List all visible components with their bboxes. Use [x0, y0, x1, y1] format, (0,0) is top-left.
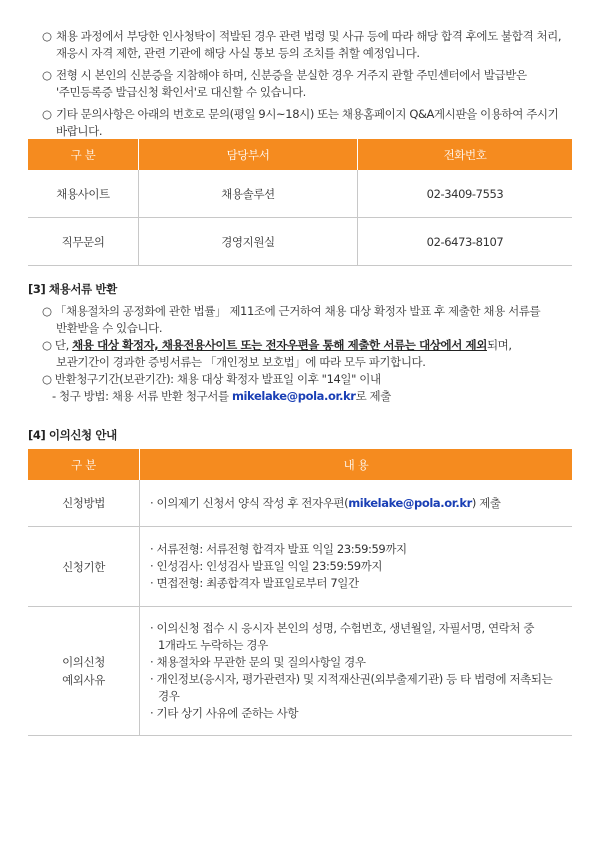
- cell-text: 1개라도 누락하는 경우: [158, 638, 268, 652]
- exclusion-emphasis: 채용 대상 확정자, 채용전용사이트 또는 전자우편을 통해 제출한 서류는 대상에서 제외: [72, 338, 487, 352]
- cell-text: 이의신청: [62, 655, 105, 669]
- notice-text: '주민등록증 발급신청 확인서'로 대신할 수 있습니다.: [56, 85, 306, 99]
- appeal-table: [28, 449, 572, 736]
- circle-bullet-icon: ○: [42, 338, 52, 352]
- column-header: 구 분: [28, 139, 139, 170]
- section-title: [3] 채용서류 반환: [28, 282, 117, 296]
- table-cell: [140, 480, 573, 527]
- cell-text: 예외사유: [62, 673, 105, 687]
- list-item: [42, 371, 582, 388]
- notice-text: 재응시 자격 제한, 관련 기관에 해당 사실 통보 등의 조치를 취할 예정입니다.: [56, 46, 420, 60]
- list-item: [42, 67, 582, 101]
- cell-text: · 이의신청 접수 시 응시자 본인의 성명, 수험번호, 생년월일, 자필서명, 연락처 중: [150, 621, 535, 635]
- circle-bullet-icon: ○: [42, 304, 52, 318]
- list-item: [42, 388, 582, 405]
- column-header: 담당부서: [139, 139, 358, 170]
- notice-text: 「채용절차의 공정화에 관한 법률」 제11조에 근거하여 채용 대상 확정자 발표 후 제출한 채용 서류를: [54, 304, 541, 318]
- notice-text: 되며,: [486, 338, 512, 352]
- email-link[interactable]: mikelake@pola.or.kr: [348, 495, 472, 510]
- table-cell: 신청방법: [28, 480, 140, 527]
- column-header: 내 용: [140, 449, 573, 480]
- cell-text: · 서류전형: 서류전형 합격자 발표 익일 23:59:59까지: [150, 542, 407, 556]
- column-header: 전화번호: [358, 139, 573, 170]
- notice-text: 채용 과정에서 부당한 인사청탁이 적발된 경우 관련 법령 및 사규 등에 따라 해당 합격 후에도 불합격 처리,: [56, 29, 562, 43]
- notice-text: 반환받을 수 있습니다.: [56, 321, 163, 335]
- table-cell: 직무문의: [28, 218, 139, 266]
- column-header: 구 분: [28, 449, 140, 480]
- circle-bullet-icon: ○: [42, 107, 52, 121]
- list-item: [42, 28, 582, 62]
- cell-text: · 채용절차와 무관한 문의 및 질의사항일 경우: [150, 655, 366, 669]
- table-row: [28, 170, 572, 218]
- table-cell: 경영지원실: [139, 218, 358, 266]
- cell-text: 경우: [158, 689, 180, 703]
- notice-text: - 청구 방법: 채용 서류 반환 청구서를: [52, 389, 232, 403]
- table-cell: [140, 527, 573, 607]
- intro-notice-list: [42, 28, 582, 145]
- notice-text: 보관기간이 경과한 증빙서류는 「개인정보 보호법」에 따라 모두 파기합니다.: [56, 355, 426, 369]
- circle-bullet-icon: ○: [42, 68, 52, 82]
- table-row: [28, 527, 572, 607]
- cell-text: · 기타 상기 사유에 준하는 사항: [150, 706, 299, 720]
- table-row: [28, 480, 572, 527]
- circle-bullet-icon: ○: [42, 372, 52, 386]
- list-item: [42, 303, 582, 320]
- table-cell: 신청기한: [28, 527, 140, 607]
- circle-bullet-icon: ○: [42, 29, 52, 43]
- table-cell: 채용솔루션: [139, 170, 358, 218]
- table-header-row: [28, 139, 572, 170]
- table-cell: 02-6473-8107: [358, 218, 573, 266]
- table-cell: [28, 607, 140, 736]
- table-header-row: [28, 449, 572, 480]
- notice-text: 기타 문의사항은 아래의 번호로 문의(평일 9시~18시) 또는 채용홈페이지 Q&A게시판을 이용하여 주시기: [56, 107, 559, 121]
- table-cell: 02-3409-7553: [358, 170, 573, 218]
- cell-text: · 면접전형: 최종합격자 발표일로부터 7일간: [150, 576, 359, 590]
- table-cell: [140, 607, 573, 736]
- cell-text: · 이의제기 신청서 양식 작성 후 전자우편(: [150, 495, 349, 510]
- notice-text: 바랍니다.: [56, 124, 103, 138]
- cell-text: ) 제출: [471, 495, 501, 510]
- contact-table: [28, 139, 572, 266]
- list-item: [42, 337, 582, 354]
- notice-text: 로 제출: [355, 389, 391, 403]
- table-row: [28, 607, 572, 736]
- email-link[interactable]: mikelake@pola.or.kr: [231, 389, 356, 403]
- cell-text: · 개인정보(응시자, 평가관련자) 및 지적재산권(외부출제기관) 등 타 법령에 저촉되는: [150, 672, 553, 686]
- table-cell: 채용사이트: [28, 170, 139, 218]
- list-item: [42, 106, 582, 140]
- notice-text: 반환청구기간(보관기간): 채용 대상 확정자 발표일 이후 "14일" 이내: [54, 372, 381, 386]
- section-title: [4] 이의신청 안내: [28, 428, 117, 442]
- table-row: [28, 218, 572, 266]
- document-return-list: [42, 303, 582, 405]
- notice-text: 전형 시 본인의 신분증을 지참해야 하며, 신분증을 분실한 경우 거주지 관할 주민센터에서 발급받은: [56, 68, 527, 82]
- cell-text: · 인성검사: 인성검사 발표일 익일 23:59:59까지: [150, 559, 383, 573]
- notice-text: 단,: [54, 338, 73, 352]
